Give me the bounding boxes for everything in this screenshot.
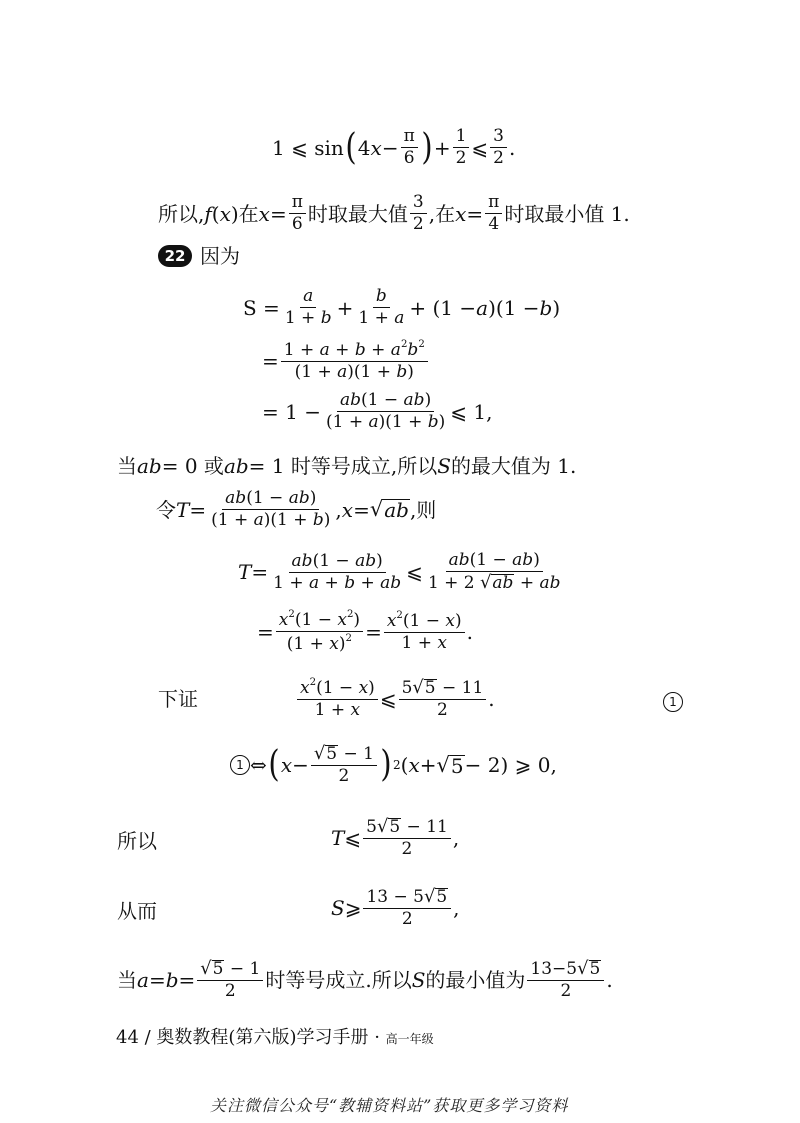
grade-label: 高一年级 (385, 1032, 434, 1046)
equation-t-step1: T = $\frac{ab(1 - ab)}{1 + a + b + ab}$ ⩽ ab(1 − ab) 1 + 2 √ ab + ab (238, 550, 561, 593)
page-number: 44 (116, 1027, 139, 1048)
result-t-bound: T ⩽ 5 √ 5 − 11 2 , (331, 816, 460, 859)
conclusion-max-min: 所以, f ( x )在 x = $\frac{\pi}{6}$ 时取最大值 $\frac{3}{2}$ ,在 x = $\frac{\pi}{4}$ 时取最小值 1. (158, 192, 630, 234)
prove-label: 下证 (158, 687, 198, 711)
equation-s-step2: = $\frac{1 + a + b + a^2b^2}{(1 + a)(1 + b)}$ (262, 340, 430, 381)
fraction-pi-6: $\frac{\pi}{6}$ (401, 128, 418, 167)
equation-marker-1: 1 (663, 692, 683, 712)
result-s-label: 从而 (117, 899, 157, 923)
equivalence-statement: 1 ⇔ ( x − √ 5 − 1 2 ) 2 ( x + √ 5 − 2) ⩾ 0, (230, 745, 557, 785)
fraction-3-2: $\frac{3}{2}$ (490, 128, 507, 167)
watermark-text: 关注微信公众号“教辅资料站”获取更多学习资料 (210, 1096, 569, 1115)
equation-s-definition: S = $\frac{a}{1 + b}$ + $\frac{b}{1 + a}$ + (1 − a )(1 − b ) (243, 286, 561, 328)
inequality-to-prove: $\frac{x^2(1 - x)}{1 + x}$ ⩽ 5 √ 5 − 11 2 . (295, 678, 495, 719)
fraction-1-2: $\frac{1}{2}$ (453, 128, 470, 167)
definition-t-and-x: 令 T = $\frac{ab(1 - ab)}{(1 + a)(1 + b)}$ , x = √ ab ,则 (156, 488, 437, 530)
equation-t-step2: = $\frac{x^2(1 - x^2)}{(1 + x)^2}$ = $\frac{x^2(1 - x)}{1 + x}$ . (257, 609, 473, 655)
problem-header: 22 因为 (158, 245, 240, 267)
equation-sin-range: 1 ⩽ sin ( 4 x − $\frac{\pi}{6}$ ) + $\frac{1}{2}$ ⩽ $\frac{3}{2}$ . (272, 126, 516, 168)
book-title: 奥数教程(第六版)学习手册 (156, 1027, 369, 1048)
result-s-bound: S ⩾ 13 − 5 √ 5 2 , (331, 886, 460, 929)
result-t-label: 所以 (117, 829, 157, 853)
equation-s-step3: = 1 − $\frac{ab(1 - ab)}{(1 + a)(1 + b)}$ ⩽ 1, (262, 390, 493, 432)
problem-number-badge: 22 (158, 245, 192, 267)
page-footer: 44 / 奥数教程(第六版)学习手册 · 高一年级 (116, 1027, 434, 1048)
equality-condition-min: 当 a = b = √ 5 − 1 2 时等号成立.所以 S 的最小值为 13−5 √ 5 2 . (117, 958, 613, 1001)
equality-condition-max: 当 ab = 0 或 ab = 1 时等号成立,所以 S 的最大值为 1. (117, 454, 577, 478)
